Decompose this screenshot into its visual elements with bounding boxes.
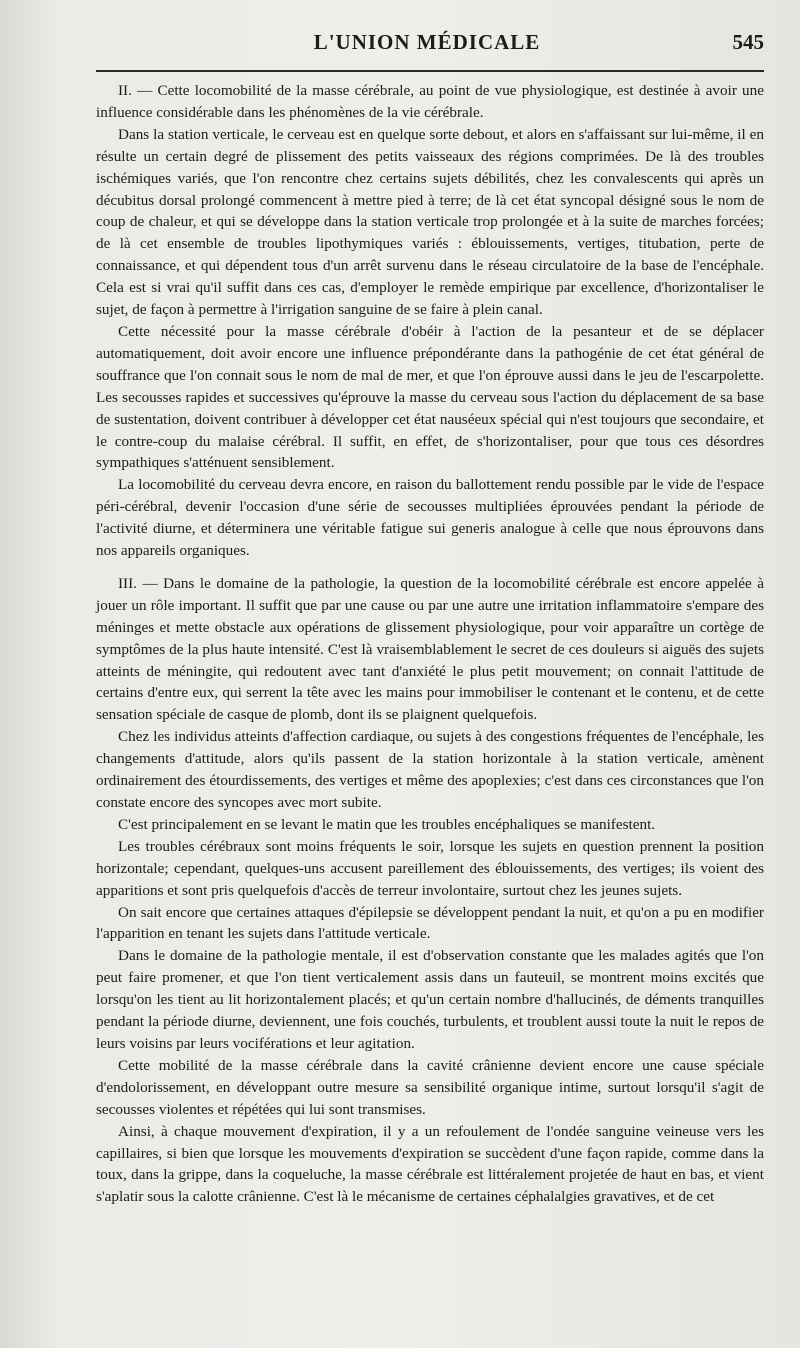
paragraph: Cette mobilité de la masse cérébrale dans la cavité crânienne devient encore une cause spéciale d'endolorissement, en développant outre mesure sa sensibilité organique intime, surtout lorsqu'il s'agit de secousses violentes et répétées qui lui sont transmises. xyxy=(96,1056,764,1118)
paragraph: On sait encore que certaines attaques d'épilepsie se développent pendant la nuit, et qu'on a pu en modifier l'apparition en tenant les sujets dans l'attitude verticale. xyxy=(96,903,764,943)
paragraph: II. — Cette locomobilité de la masse cérébrale, au point de vue physiologique, est destinée à avoir une influence considérable dans les phénomènes de la vie cérébrale. xyxy=(96,82,764,121)
paragraph: Les troubles cérébraux sont moins fréquents le soir, lorsque les sujets en question prennent la position horizontale; cependant, quelques-uns accusent pareillement des éblouissements, des vertiges; ils voient des apparitions et sont pris quelquefois d'accès de terreur involontaire, surtout chez les jeunes sujets. xyxy=(96,837,764,899)
paragraph: III. — Dans le domaine de la pathologie, la question de la locomobilité cérébrale est encore appelée à jouer un rôle important. Il suffit que par une cause ou par une autre une irritation inflammatoire s'empare des méninges et mette obstacle aux opérations de glissement physiologique, pour voir apparaître un cortège de symptômes de la plus haute intensité. C'est là vraisemblablement le secret de ces douleurs si aiguës des sujets atteints de méningite, qui redoutent avec tant d'anxiété le plus petit mouvement; on connait l'attitude de certains d'entre eux, qui serrent la tête avec les mains pour immobiliser le contenant et le contenu, et de cette sensation spéciale de casque de plomb, dont ils se plaignent quelquefois. xyxy=(96,574,764,724)
paragraph: La locomobilité du cerveau devra encore, en raison du ballottement rendu possible par le vide de l'espace péri-cérébral, devenir l'occasion d'une série de secousses multipliées éprouvées pendant la période de l'activité diurne, et déterminera une véritable fatigue sui generis analogue à celle que nous éprouvons dans nos appareils organiques. xyxy=(96,476,764,560)
paragraph: Ainsi, à chaque mouvement d'expiration, il y a un refoulement de l'ondée sanguine veineuse vers les capillaires, si bien que lorsque les mouvements d'expiration se succèdent d'une façon rapide, comme dans la toux, dans la grippe, dans la coqueluche, la masse cérébrale est littéralement projetée de haut en bas, et vient s'aplatir sous la calotte crânienne. C'est là le mécanisme de certaines céphalalgies gravatives, et de cet xyxy=(96,1122,764,1206)
article-body xyxy=(96,80,764,1208)
header-rule xyxy=(96,70,764,72)
paragraph: C'est principalement en se levant le matin que les troubles encéphaliques se manifestent. xyxy=(118,815,656,833)
running-title: L'UNION MÉDICALE xyxy=(313,30,541,54)
paragraph: Dans la station verticale, le cerveau est en quelque sorte debout, et alors en s'affaissant sur lui-même, il en résulte un certain degré de plissement des petits vaisseaux des régions comprimées. De là des troubles ischémiques variés, que l'on rencontre chez certains sujets débilités, chez les convalescents qui après un décubitus dorsal prolongé commencent à mettre pied à terre; de là cet état syncopal désigné sous le nom de coup de chaleur, et qui se développe dans la station verticale trop prolongée et à la suite de marches forcées; de là cet ensemble de troubles lipothymiques variés : éblouissements, vertiges, titubation, perte de connaissance, et qui dépendent tous d'un arrêt survenu dans le réseau circulatoire de la base de l'encéphale. Cela est si vrai qu'il suffit dans ces cas, d'employer le remède empirique par excellence, d'horizontaliser le sujet, de façon à permettre à l'irrigation sanguine de se faire à plein canal. xyxy=(96,125,764,319)
page-header xyxy=(90,30,764,60)
paragraph: Dans le domaine de la pathologie mentale, il est d'observation constante que les malades agités que l'on peut faire promener, et que l'on tient verticalement assis dans un fauteuil, se montrent moins excités que lorsqu'on les tient au lit horizontalement placés; et qu'un certain nombre d'hallucinés, de déments tranquilles pendant la période diurne, deviennent, une fois couchés, turbulents, et troublent aussi toute la nuit le repos de leurs voisins par leurs vociférations et leur agitation. xyxy=(96,947,764,1052)
paragraph: Chez les individus atteints d'affection cardiaque, ou sujets à des congestions fréquentes de l'encéphale, les changements d'attitude, alors qu'ils passent de la station horizontale à la station verticale, amènent ordinairement des étourdissements, des vertiges et même des apoplexies; c'est dans ces circonstances que l'on constate encore des syncopes avec mort subite. xyxy=(96,728,764,811)
page-number: 545 xyxy=(732,30,764,54)
paragraph: Cette nécessité pour la masse cérébrale d'obéir à l'action de la pesanteur et de se déplacer automatiquement, doit avoir encore une influence prépondérante dans la pathogénie de cet état général de souffrance que l'on connait sous le nom de mal de mer, et que l'on éprouve aussi dans le jeu de l'escarpolette. Les secousses rapides et successives qu'éprouve la masse du cerveau sous l'action du déplacement de sa base de sustentation, doivent contribuer à développer cet état nauséeux spécial qui n'est toujours que secondaire, et le contre-coup du malaise cérébral. Il suffit, en effet, de s'horizontaliser, pour que tous ces désordres sympathiques s'atténuent sensiblement. xyxy=(96,322,764,472)
